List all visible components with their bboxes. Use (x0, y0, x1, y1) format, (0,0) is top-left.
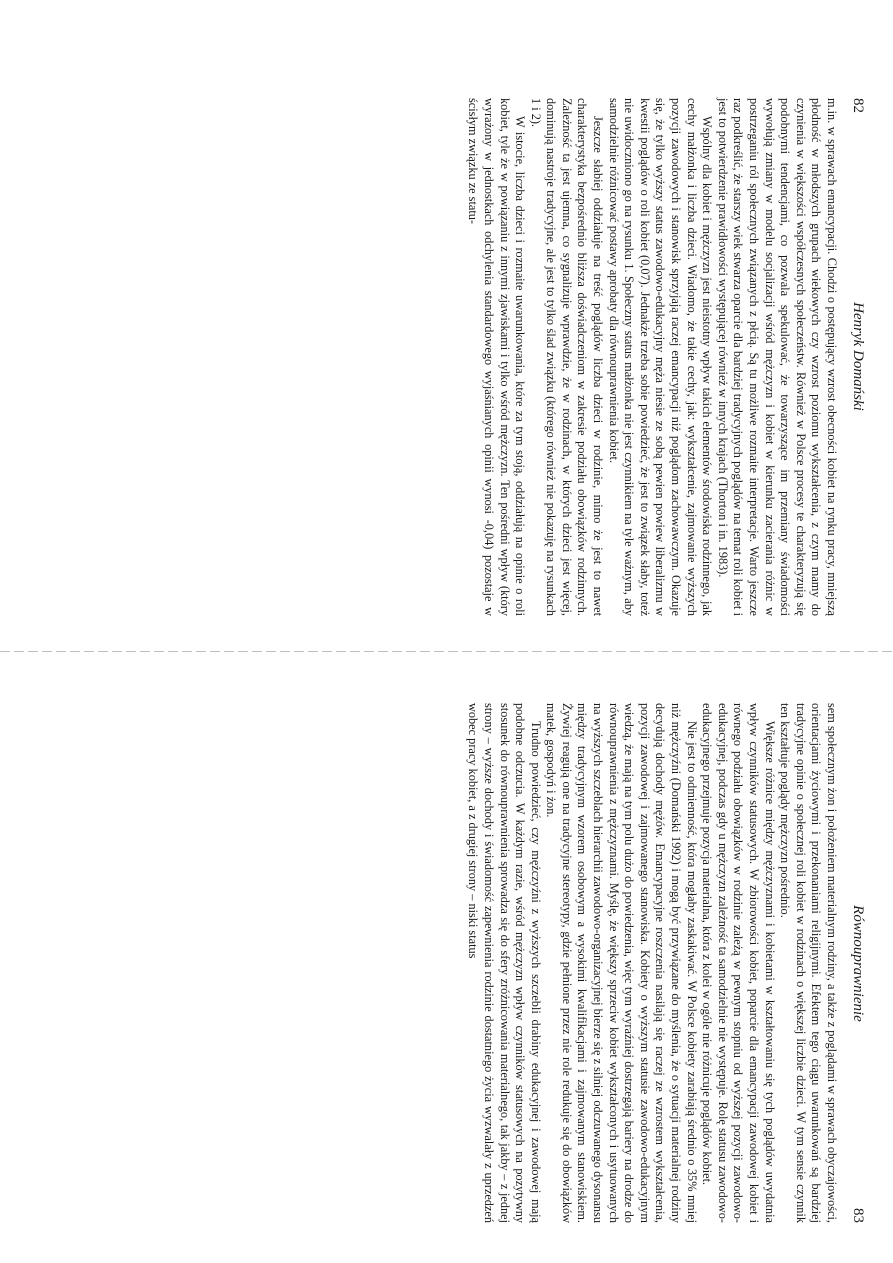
paragraph: Trudno powiedzieć, czy mężczyźni z wyższych szczebli drabiny edukacyjnej i zawodowej mają podobne odczucia. W każdym razie, wśród mężczyzn wpływ czynników statusowych na pozytywny stosunek do równouprawnienia sprowadza się do sfery zróżnicowania materialnego, tak jakby – z jednej strony – wyższe dochody i świadomość zapewnienia rodzinie dostatniego życia wyzwalały z uprzedzeń wobec pracy kobiet, a z drugiej strony – niski status (466, 703, 543, 1223)
right-page-content (66, 703, 866, 1223)
right-page-body (465, 703, 839, 1223)
left-page-header (849, 98, 866, 616)
running-title: Henryk Domański (850, 302, 866, 411)
page-number: 83 (850, 1207, 866, 1223)
paragraph: Nie jest to odmienność, która mogłaby zaskakiwać. W Polsce kobiety zarabiają średnio o 35% mniej niż mężczyźni (Domański 1992) i mogą być przywiązane do myślenia, że o sytuacji materialnej rodziny decydują dochody mężów. Emancypacyjne roszczenia nasilają się raczej ze wzrostem wykształcenia, pozycji zawodowej i zajmowanego stanowiska. Kobiety o wyższym statusie zawodowo-edukacyjnym wiedzą, że mają na tym polu dużo do powiedzenia, więc tym wyraźniej dostrzegają bariery na drodze do równouprawnienia z mężczyznami. Myślę, że większy sprzeciw kobiet wykształconych i usytuowanych na wyższych szczeblach hierarchii zawodowo-organizacyjnej bierze się z silniej odczuwanego dysonansu między tradycyjnym wzorem osobowym a wysokimi kwalifikacjami i zajmowanym stanowiskiem. Żywiej reagują one na tradycyjne stereotypy, gdzie pełnione przez nie role redukuje się do obowiązków matek, gospodyń i żon. (544, 703, 699, 1223)
page-number: 82 (850, 98, 866, 113)
running-title: Równouprawnienie (850, 905, 866, 1022)
right-page-header (849, 703, 866, 1223)
paragraph: sem społecznym żon i położeniem materialnym rodziny, a także z poglądami w sprawach obyczajowości, orientacjami życiowymi i przekonaniami religijnymi. Efektem tego ciągu uwarunkowań są bardziej tradycyjne opinie o społecznej roli kobiet w rodzinach o większej liczbie dzieci. W tym sensie czynnik ten kształtuje poglądy mężczyzn pośrednio. (778, 703, 839, 1223)
paragraph: W istocie, liczba dzieci i rozmaite uwarunkowania, które za tym stoją, oddziałują na opinie o roli kobiet, tyle że w powiązaniu z innymi zjawiskami i tylko wśród mężczyzn. Ten pośredni wpływ (który wyrażony w jednostkach odchylenia standardowego wyjaśnianych opinii wynosi -0,04) pozostaje w ścisłym związku ze statu- (466, 98, 528, 616)
paragraph: Jeszcze słabiej oddziałuje na treść poglądów liczba dzieci w rodzinie, mimo że jest to nawet charakterystyka bezpośrednio bliższa doświadczeniom w zakresie podziału obowiązków rodzinnych. Zależność ta jest ujemna, co sygnalizuje wprawdzie, że w rodzinach, w których dzieci jest więcej, dominują nastroje tradycyjne, ale jest to tylko ślad związku (którego również nie pokazuję na rysunkach 1 i 2). (528, 98, 606, 616)
right-page (0, 651, 893, 1263)
left-page-body (465, 98, 839, 616)
paragraph: Wspólny dla kobiet i mężczyzn jest nieistotny wpływ takich elementów środowiska rodzinnego, jak cechy małżonka i liczba dzieci. Wiadomo, że takie cechy, jak: wykształcenie, zajmowanie wyższych pozycji zawodowych i stanowisk sprzyjają raczej emancypacji niż poglądom zachowawczym. Okazuje się, że tylko wyższy status zawodowo-edukacyjny męża niesie ze sobą pewien powiew liberalizmu w kwestii poglądów o roli kobiet (0,07). Jednakże trzeba sobie powiedzieć, że jest to związek słaby, toteż nie uwidoczniono go na rysunku 1. Społeczny status małżonka nie jest czynnikiem na tyle ważnym, aby samodzielnie różnicować postawy aprobaty dla równouprawnienia kobiet. (606, 98, 715, 616)
left-page-content (66, 98, 866, 616)
paragraph: Większe różnice między mężczyznami i kobietami w kształtowaniu się tych poglądów uwydatnia wpływ czynników statusowych. W zbiorowości kobiet, poparcie dla emancypacji zawodowej kobiet i równego podziału obowiązków w rodzinie zależą w pewnym stopniu od wyższej pozycji zawodowo-edukacyjnej, podczas gdy u mężczyzn zależność ta samodzielnie nie występuje. Rolę statusu zawodowo-edukacyjnego przejmuje pozycja materialna, która z kolei w ogóle nie różnicuje poglądów kobiet. (700, 703, 777, 1223)
paragraph: m.in. w sprawach emancypacji. Chodzi o postępujący wzrost obecności kobiet na rynku pracy, mniejszą płodność w młodszych grupach wiekowych czy wzrost poziomu wykształcenia, z czym mamy do czynienia w większości współczesnych społeczeństw. Również w Polsce procesy te charakteryzują się podobnymi tendencjami, co pozwala spekulować, że towarzyszące im przemiany świadomości wywołują zmiany w modelu socjalizacji wśród mężczyzn i kobiet w kierunku zacierania różnic w postrzeganiu ról społecznych związanych z płcią. Są tu możliwe rozmaite interpretacje. Warto jeszcze raz podkreślić, że starszy wiek stwarza oparcie dla bardziej tradycyjnych poglądów na temat roli kobiet i jest to potwierdzenie prawidłowości występującej również w innych krajach (Thorton i in. 1983). (715, 98, 839, 616)
